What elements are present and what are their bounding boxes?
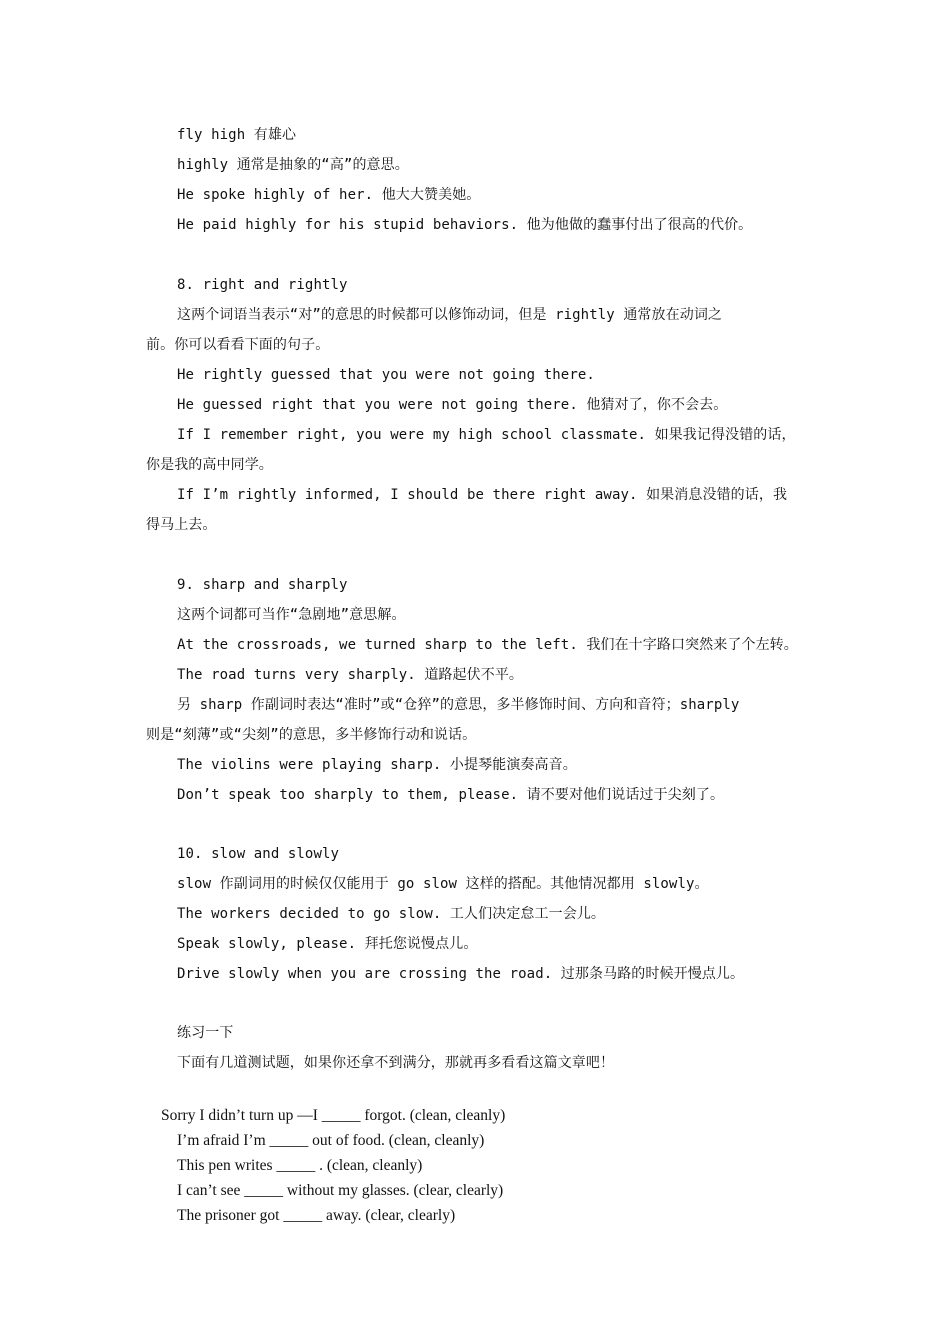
practice-heading: 练习一下: [177, 1025, 234, 1041]
right-example-3-line-2: 你是我的高中同学。: [146, 457, 273, 473]
practice-question-1: Sorry I didn’t turn up —I _____ forgot. (clean, cleanly): [161, 1107, 506, 1124]
right-example-2: He guessed right that you were not going there. 他猜对了，你不会去。: [177, 397, 728, 413]
sharp-example-2: The road turns very sharply. 道路起伏不平。: [177, 667, 524, 683]
right-example-4-line-1: If I’m rightly informed, I should be there right away. 如果消息没错的话，我: [177, 487, 788, 503]
sharp-note-line-2: 则是“刻薄”或“尖刻”的意思，多半修饰行动和说话。: [146, 727, 477, 743]
right-explanation-line-1: 这两个词语当表示“对”的意思的时候都可以修饰动词，但是 rightly 通常放在动词之: [177, 307, 723, 323]
sharp-example-4: Don’t speak too sharply to them, please. 请不要对他们说话过于尖刻了。: [177, 787, 725, 803]
slow-example-1: The workers decided to go slow. 工人们决定怠工一会儿。: [177, 906, 606, 922]
section-heading-right: 8. right and rightly: [177, 277, 348, 293]
sharp-note-line-1: 另 sharp 作副词时表达“准时”或“仓猝”的意思，多半修饰时间、方向和音符；sharply: [177, 697, 740, 713]
practice-question-5: The prisoner got _____ away. (clear, clearly): [177, 1207, 456, 1224]
sharp-example-1: At the crossroads, we turned sharp to the left. 我们在十字路口突然来了个左转。: [177, 637, 798, 653]
sharp-example-3: The violins were playing sharp. 小提琴能演奏高音。: [177, 757, 577, 773]
right-example-4-line-2: 得马上去。: [146, 517, 217, 533]
section-heading-slow: 10. slow and slowly: [177, 846, 340, 862]
practice-intro: 下面有几道测试题，如果你还拿不到满分，那就再多看看这篇文章吧！: [177, 1055, 615, 1071]
section-heading-sharp: 9. sharp and sharply: [177, 577, 348, 593]
sharp-explanation: 这两个词都可当作“急剧地”意思解。: [177, 607, 406, 623]
right-example-1: He rightly guessed that you were not going there.: [177, 367, 595, 383]
practice-question-3: This pen writes _____ . (clean, cleanly): [177, 1157, 423, 1174]
highly-meaning-line: highly 通常是抽象的“高”的意思。: [177, 157, 409, 173]
practice-question-2: I’m afraid I’m _____ out of food. (clean, cleanly): [177, 1132, 485, 1149]
highly-example-1: He spoke highly of her. 他大大赞美她。: [177, 187, 481, 203]
highly-example-2: He paid highly for his stupid behaviors. 他为他做的蠢事付出了很高的代价。: [177, 217, 753, 233]
right-example-3-line-1: If I remember right, you were my high school classmate. 如果我记得没错的话，: [177, 427, 796, 443]
right-explanation-line-2: 前。你可以看看下面的句子。: [146, 337, 330, 353]
slow-explanation: slow 作副词用的时候仅仅能用于 go slow 这样的搭配。其他情况都用 slowly。: [177, 876, 709, 892]
slow-example-3: Drive slowly when you are crossing the road. 过那条马路的时候开慢点儿。: [177, 966, 745, 982]
slow-example-2: Speak slowly, please. 拜托您说慢点儿。: [177, 936, 478, 952]
fly-high-line: fly high 有雄心: [177, 127, 297, 143]
practice-question-4: I can’t see _____ without my glasses. (clear, clearly): [177, 1182, 504, 1199]
